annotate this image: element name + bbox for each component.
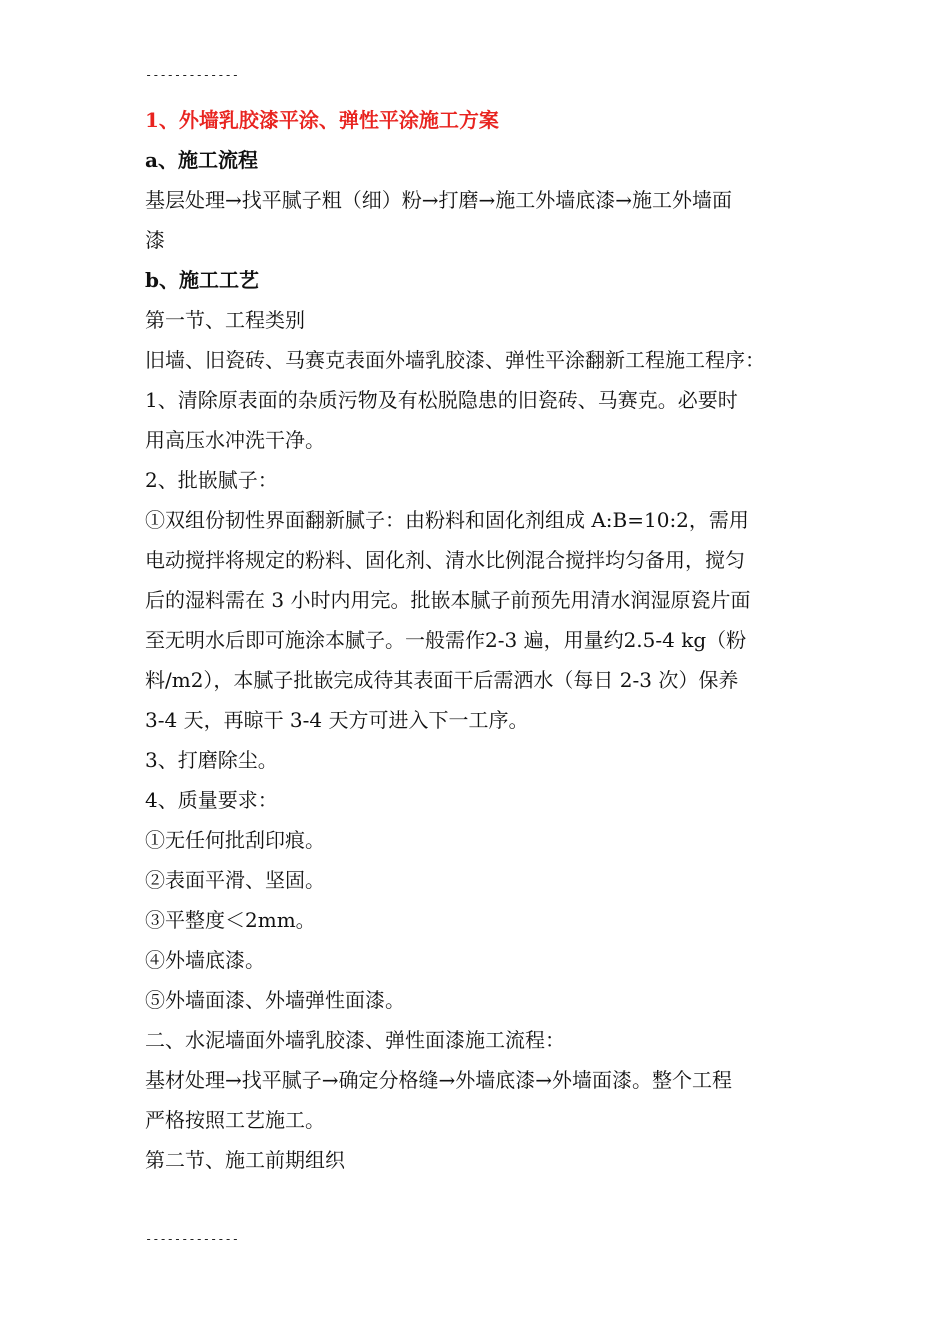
list-item: ③平整度＜2mm。 [145,908,316,932]
list-item: ②表面平滑、坚固。 [145,868,325,892]
paragraph-line: 基层处理→找平腻子粗（细）粉→打磨→施工外墙底漆→施工外墙面 [145,188,733,212]
list-item: ⑤外墙面漆、外墙弹性面漆。 [145,988,405,1012]
list-item: 1、清除原表面的杂质污物及有松脱隐患的旧瓷砖、马赛克。必要时 [145,388,738,412]
paragraph-line: 基材处理→找平腻子→确定分格缝→外墙底漆→外墙面漆。整个工程 [145,1068,733,1092]
list-item: 4、质量要求： [145,788,278,812]
main-heading: 1、外墙乳胶漆平涂、弹性平涂施工方案 [145,108,499,132]
paragraph-line: 旧墙、旧瓷砖、马赛克表面外墙乳胶漆、弹性平涂翻新工程施工程序： [145,348,765,372]
paragraph-line: 电动搅拌将规定的粉料、固化剂、清水比例混合搅拌均匀备用，搅匀 [145,548,745,572]
paragraph-line: 用高压水冲洗干净。 [145,428,325,452]
bottom-separator: ------------- [145,1232,239,1246]
paragraph-line: 漆 [145,228,165,252]
subheading-technique: b、施工工艺 [145,268,259,292]
list-item: ④外墙底漆。 [145,948,265,972]
paragraph-line: 严格按照工艺施工。 [145,1108,325,1132]
list-item: ①无任何批刮印痕。 [145,828,325,852]
top-separator: ------------- [145,68,239,82]
paragraph-line: 3-4 天，再晾干 3-4 天方可进入下一工序。 [145,708,529,732]
paragraph-line: ①双组份韧性界面翻新腻子：由粉料和固化剂组成 A:B=10:2，需用 [145,508,749,532]
paragraph-line: 料/m2），本腻子批嵌完成待其表面干后需洒水（每日 2-3 次）保养 [145,668,739,692]
document-body [145,100,815,1180]
section-title: 第一节、工程类别 [145,308,305,332]
subheading-process: a、施工流程 [145,148,258,172]
section-title: 二、水泥墙面外墙乳胶漆、弹性面漆施工流程： [145,1028,565,1052]
paragraph-line: 至无明水后即可施涂本腻子。一般需作2-3 遍，用量约2.5-4 kg（粉 [145,628,747,652]
list-item: 2、批嵌腻子： [145,468,278,492]
list-item: 3、打磨除尘。 [145,748,278,772]
paragraph-line: 后的湿料需在 3 小时内用完。批嵌本腻子前预先用清水润湿原瓷片面 [145,588,751,612]
section-title: 第二节、施工前期组织 [145,1148,345,1172]
